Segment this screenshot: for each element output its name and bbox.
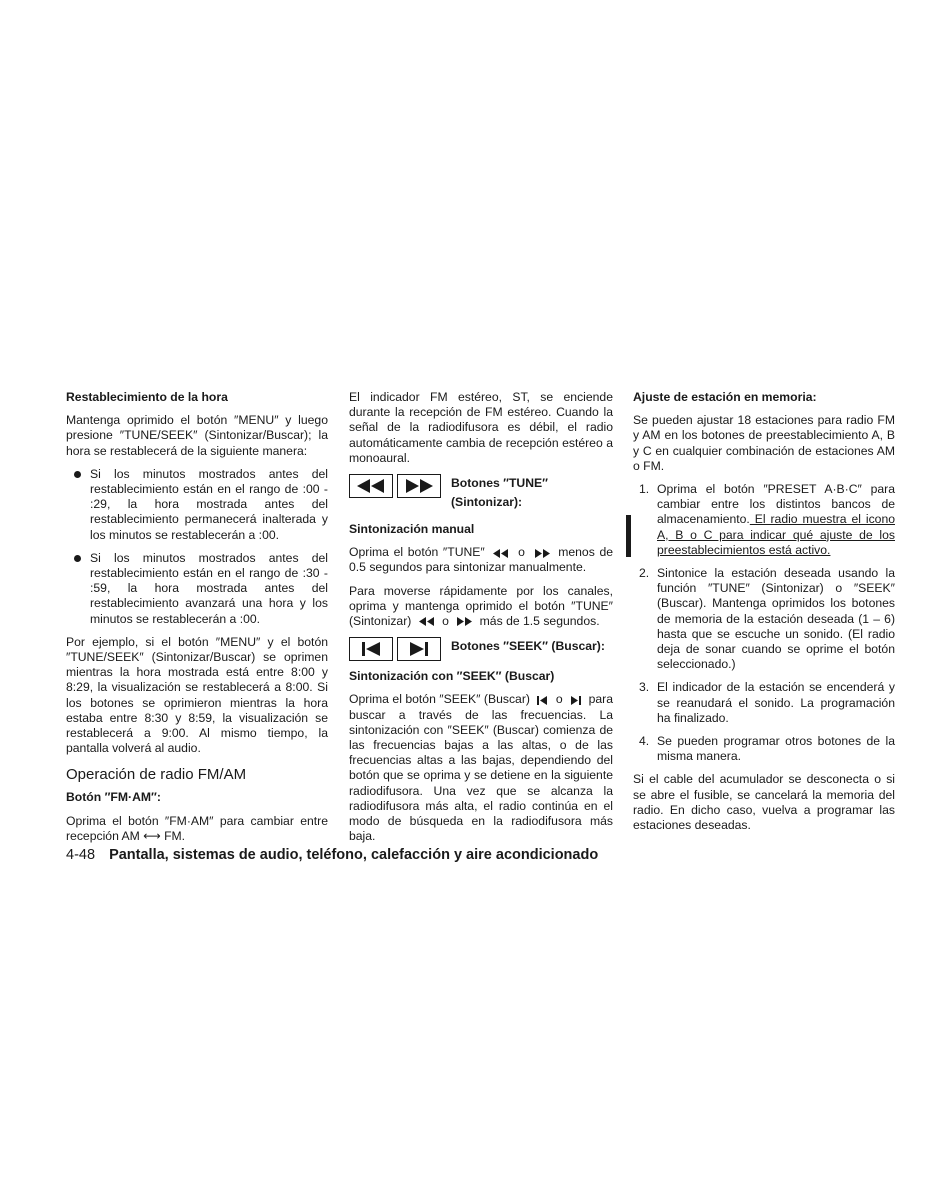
heading-ajuste-estacion: Ajuste de estación en memoria: [633, 390, 817, 404]
skip-forward-icon [570, 696, 581, 705]
bullet-icon [74, 555, 81, 562]
list-item: Si los minutos mostrados antes del restablecimiento están en el rango de :00 - :29, la hora mostrada antes del restablecimiento permanecerá inalterada y los minutos se restablecerán a :00. [66, 467, 328, 543]
paragraph: Oprima el botón ″FM·AM″ para cambiar entre recepción AM ⟷ FM. [66, 813, 328, 843]
list-item: 1. Oprima el botón ″PRESET A·B·C″ para cambiar entre los distintos bancos de almacenamiento. El radio muestra el icono A, B o C para indicar qué ajuste de los preestablecimientos está activo. [639, 482, 895, 557]
seek-back-button-illustration [349, 637, 393, 661]
seek-buttons-row [349, 637, 613, 661]
paragraph: Oprima el botón ″SEEK″ (Buscar) o para buscar a través de las frecuencias. La sintonización con ″SEEK″ (Buscar) comienza de las frecuencias bajas a las altas, o de las frecuencias altas a las bajas, dependiendo del botón que se oprima y se detiene en la siguiente radiodifusora. Una vez que se alcanza la radiodifusora más alta, el radio continúa en el modo de búsqueda en la radiodifusora más baja. [349, 692, 614, 844]
column-3 [633, 390, 895, 841]
list-item: 3. El indicador de la estación se encenderá y se reanudará el sonido. La programación ha finalizado. [639, 680, 895, 725]
heading-restablecimiento: Restablecimiento de la hora [66, 390, 228, 404]
seek-buttons-label: Botones ″SEEK″ (Buscar): [451, 639, 605, 654]
heading-operacion-radio: Operación de radio FM/AM [66, 766, 247, 784]
rewind-icon [419, 617, 435, 626]
paragraph: Mantenga oprimido el botón ″MENU″ y luego presione ″TUNE/SEEK″ (Sintonizar/Buscar); la hora se restablecerá de la siguiente manera: [66, 413, 328, 458]
paragraph: Oprima el botón ″TUNE″ o menos de 0.5 segundos para sintonizar manualmente. [349, 545, 614, 575]
paragraph: Por ejemplo, si el botón ″MENU″ y el botón ″TUNE/SEEK″ (Sintonizar/Buscar) se oprimen mientras la hora mostrada está entre 8:00 y 8:29, la visualización se restablecerá a 8:00. Si los botones se oprimieron mientras la hora estaba entre 8:30 y 8:59, la visualización se restablecerá a 9:00. Al mismo tiempo, la pantalla volverá al audio. [66, 634, 328, 756]
bullet-icon [74, 471, 81, 478]
fast-forward-icon [456, 617, 472, 626]
rewind-icon [493, 549, 509, 558]
skip-back-icon [360, 642, 382, 656]
paragraph: Si el cable del acumulador se desconecta o si se abre el fusible, se cancelará la memoria del radio. En dicho caso, vuelva a programar las estaciones deseadas. [633, 772, 895, 833]
heading-sintonizacion-seek: Sintonización con ″SEEK″ (Buscar) [349, 669, 555, 684]
list-item: 4. Se pueden programar otros botones de la misma manera. [639, 734, 895, 764]
tune-buttons-label: Botones ″TUNE″ (Sintonizar): [451, 476, 548, 510]
list-item: 2. Sintonice la estación deseada usando la función ″TUNE″ (Sintonizar) o ″SEEK″ (Buscar). Mantenga oprimidos los botones de memoria de la estación deseada (1 – 6) hasta que se escuche un sonido. (El radio deja de sonar cuando se oprime el botón seleccionado.) [639, 566, 895, 672]
fast-forward-icon [534, 549, 550, 558]
numbered-list [633, 482, 895, 764]
list-item: Si los minutos mostrados antes del restablecimiento están en el rango de :30 - :59, la hora mostrada antes del restablecimiento avanzará una hora y los minutos se restablecerán a :00. [66, 551, 328, 627]
footer-title: Pantalla, sistemas de audio, teléfono, calefacción y aire acondicionado [109, 847, 599, 863]
skip-back-icon [537, 696, 548, 705]
paragraph: Se pueden ajustar 18 estaciones para radio FM y AM en los botones de preestablecimiento A, B y C en cualquier combinación de estaciones AM o FM. [633, 413, 895, 473]
page-number: 4-48 [66, 847, 96, 863]
fast-forward-icon [404, 479, 434, 493]
tune-buttons-row [349, 474, 613, 512]
heading-boton-fmam: Botón ″FM·AM″: [66, 790, 161, 805]
paragraph: El indicador FM estéreo, ST, se enciende durante la recepción de FM estéreo. Cuando la señal de la radiodifusora es débil, el radio automáticamente cambia de recepción estéreo a monoaural. [349, 390, 613, 465]
rewind-icon [356, 479, 386, 493]
page-footer [66, 847, 598, 863]
seek-forward-button-illustration [397, 637, 441, 661]
paragraph: Para moverse rápidamente por los canales, oprima y mantenga oprimido el botón ″TUNE″ (Sintonizar) o más de 1.5 segundos. [349, 583, 613, 629]
rewind-button-illustration [349, 474, 393, 498]
column-2 [349, 390, 613, 852]
fast-forward-button-illustration [397, 474, 441, 498]
heading-sintonizacion-manual: Sintonización manual [349, 522, 475, 537]
revision-bar [626, 515, 631, 557]
bullet-list [66, 467, 328, 627]
column-1 [66, 390, 328, 852]
skip-forward-icon [408, 642, 430, 656]
